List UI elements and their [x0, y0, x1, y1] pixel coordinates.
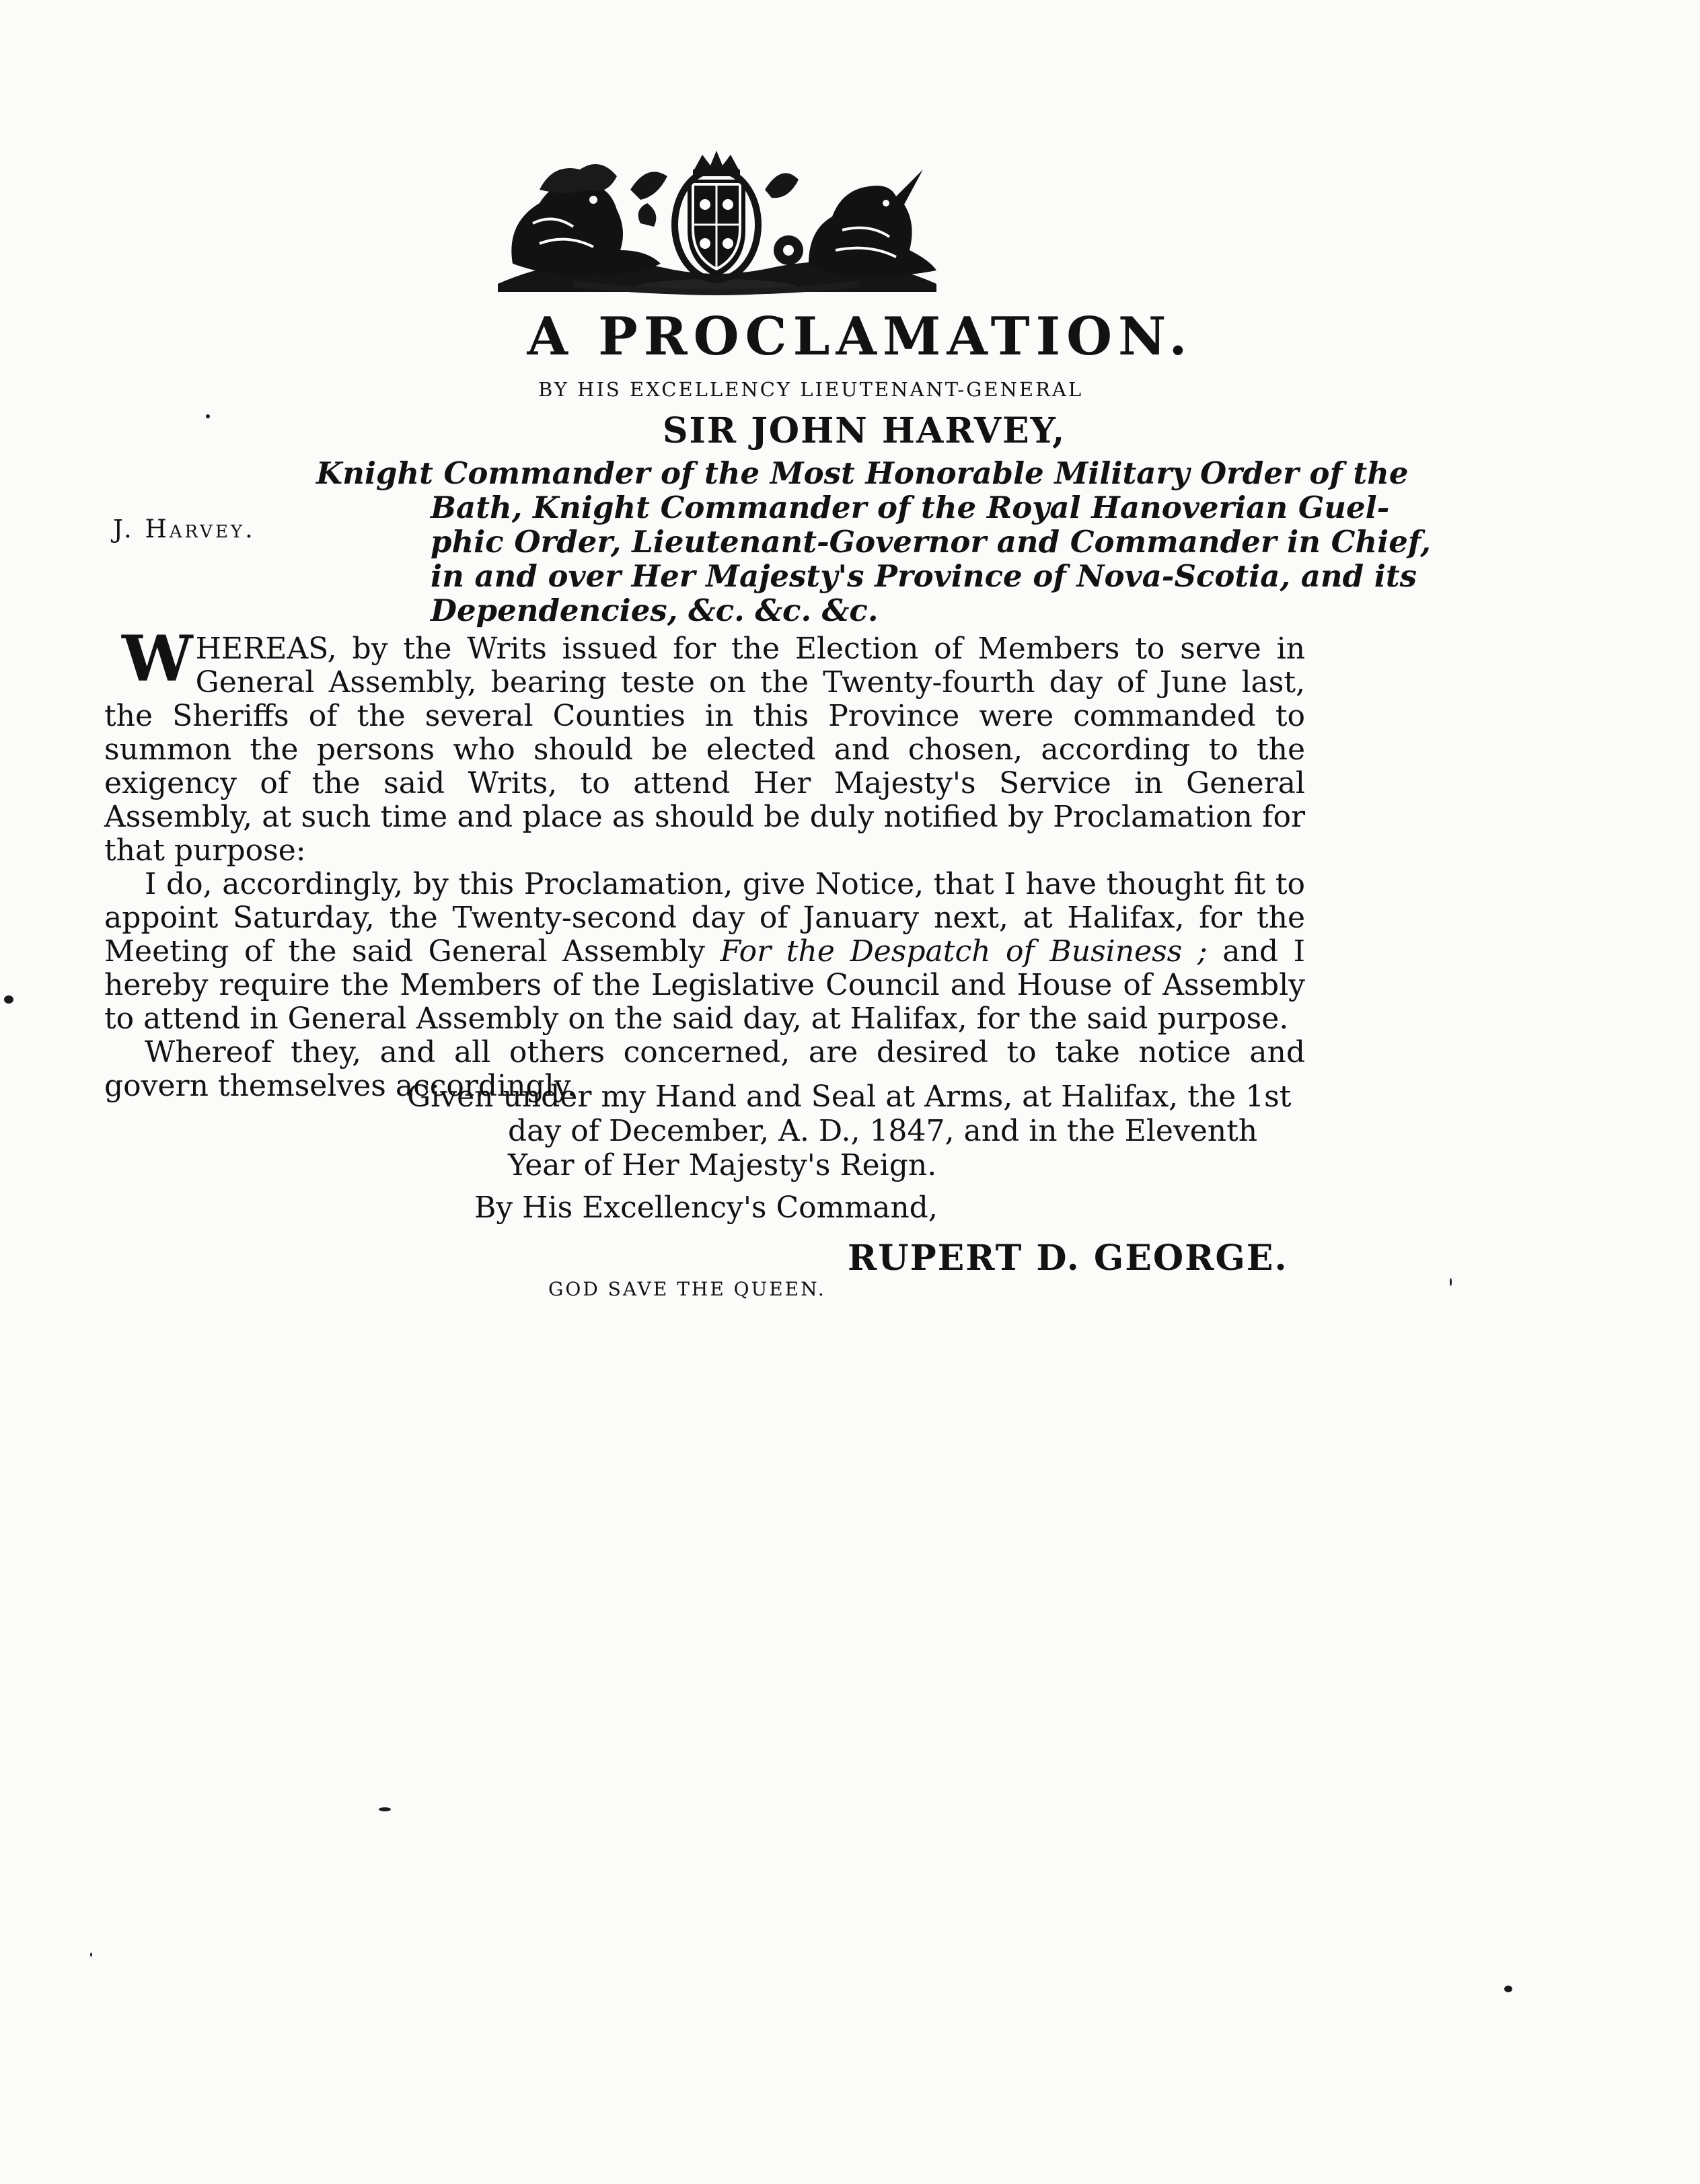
secretary-signature: RUPERT D. GEORGE.	[848, 1238, 1288, 1279]
notice-italic-phrase: For the Despatch of Business ;	[720, 934, 1208, 969]
given-line: Given under my Hand and Seal at Arms, at Halifax, the 1st	[407, 1080, 1292, 1114]
governor-title-line: phic Order, Lieutenant-Governor and Commander in Chief,	[431, 524, 1431, 560]
scan-speck	[206, 414, 210, 418]
by-line: BY HIS EXCELLENCY LIEUTENANT-GENERAL	[538, 378, 1084, 401]
governor-title-line: Dependencies, &c. &c. &c.	[431, 593, 879, 628]
drop-cap: W	[122, 622, 193, 696]
scan-speck	[379, 1807, 391, 1811]
scan-speck	[90, 1953, 92, 1957]
governor-title-line: Bath, Knight Commander of the Royal Hanoverian Guel-	[431, 490, 1390, 525]
command-line: By His Excellency's Command,	[474, 1191, 938, 1225]
proclamation-title: A PROCLAMATION.	[527, 306, 1193, 367]
closing-line: GOD SAVE THE QUEEN.	[548, 1278, 826, 1300]
governor-name: SIR JOHN HARVEY,	[663, 410, 1066, 451]
proclamation-body	[104, 622, 1306, 1103]
whereas-paragraph	[104, 622, 1305, 868]
notice-text-end: and I hereby require the Members of the Legislative Council and House of Assembly to attend in General Assembly on the said day, at Halifax, for the said purpose.	[104, 934, 1306, 1036]
notice-paragraph	[104, 868, 1305, 1036]
notice-text-start: I do, accordingly, by this Proclamation, give Notice, that I have thought fit to appoint Saturday, the Twenty-second day of January next, at Halifax, for the Meeting of the said General Assembly	[104, 867, 1305, 969]
governor-title-line: in and over Her Majesty's Province of Nova-Scotia, and its	[431, 558, 1417, 594]
scan-speck	[4, 995, 13, 1004]
given-line: day of December, A. D., 1847, and in the Eleventh	[508, 1114, 1258, 1148]
scan-speck	[1450, 1278, 1452, 1286]
whereof-paragraph: Whereof they, and all others concerned, are desired to take notice and govern themselves accordingly.	[104, 1035, 1305, 1103]
given-line: Year of Her Majesty's Reign.	[508, 1148, 937, 1182]
whereas-text: HEREAS, by the Writs issued for the Election of Members to serve in General Assembly, bearing teste on the Twenty-fourth day of June last, the Sheriffs of the several Counties in this Province were commanded to summon the persons who should be elected and chosen, according to the exigency of the said Writs, to attend Her Majesty's Service in General Assembly, at such time and place as should be duly notified by Proclamation for that purpose:	[104, 632, 1305, 868]
given-under-hand	[407, 1080, 1298, 1182]
governor-titles	[316, 455, 1431, 628]
scan-speck	[1504, 1986, 1512, 1992]
governor-title-line: Knight Commander of the Most Honorable Military Order of the	[316, 455, 1409, 491]
royal-coat-of-arms-image	[492, 149, 940, 299]
margin-signature: J. Harvey.	[113, 515, 256, 543]
